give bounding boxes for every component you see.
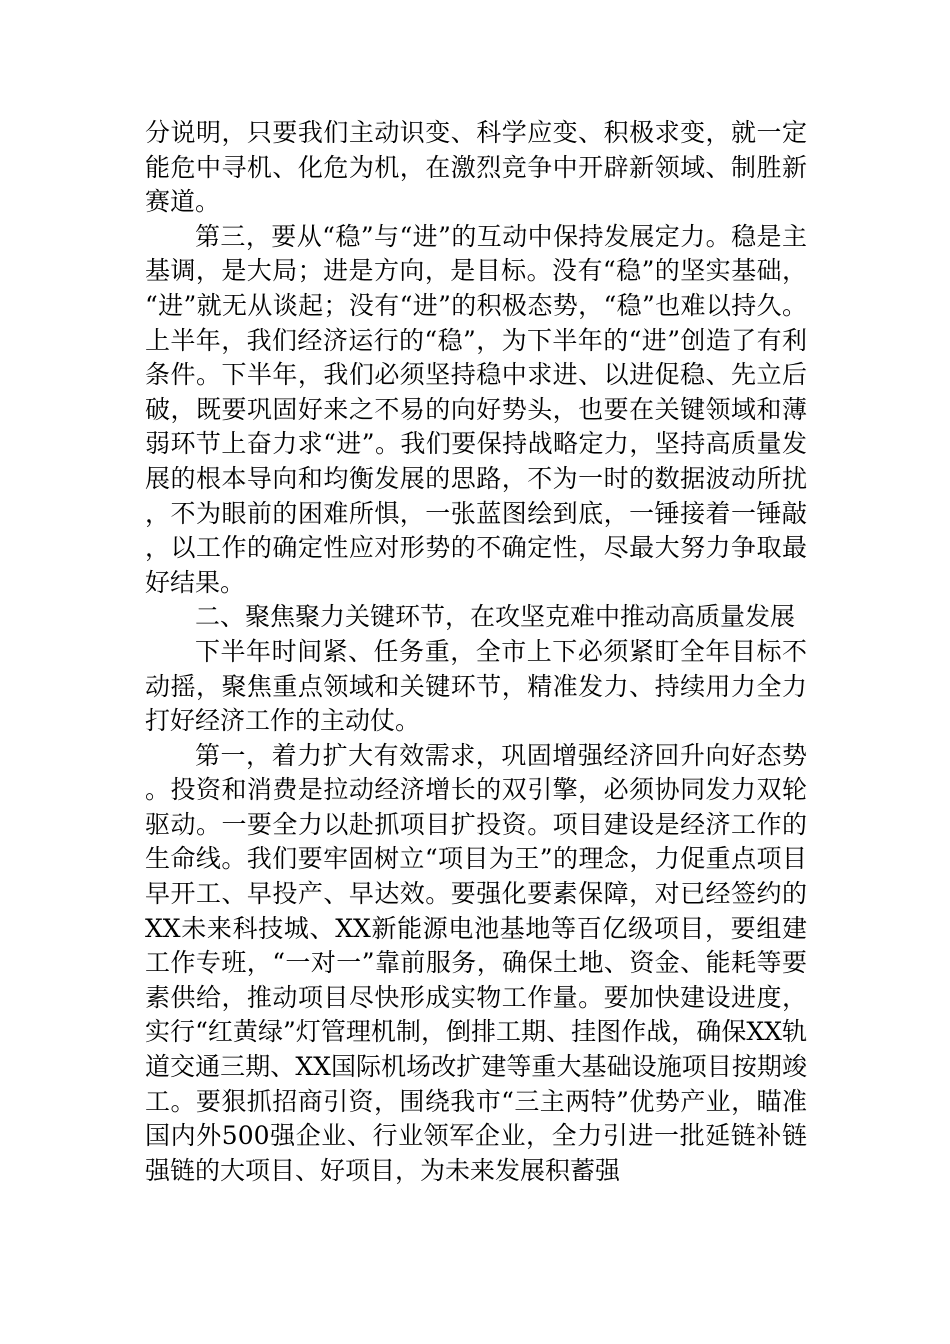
paragraph-intro: 下半年时间紧、任务重，全市上下必须紧盯全年目标不动摇，聚焦重点领域和关键环节，精准发力、持续用力全力打好经济工作的主动仗。 xyxy=(145,636,807,736)
paragraph-first-point: 第一，着力扩大有效需求，巩固增强经济回升向好态势。投资和消费是拉动经济增长的双引擎，必须协同发力双轮驱动。一要全力以赴抓项目扩投资。项目建设是经济工作的生命线。我们要牢固树立“项目为王”的理念，力促重点项目早开工、早投产、早达效。要强化要素保障，对已经签约的XX未来科技城、XX新能源电池基地等百亿级项目，要组建工作专班，“一对一”靠前服务，确保土地、资金、能耗等要素供给，推动项目尽快形成实物工作量。要加快建设进度，实行“红黄绿”灯管理机制，倒排工期、挂图作战，确保XX轨道交通三期、XX国际机场改扩建等重大基础设施项目按期竣工。要狠抓招商引资，围绕我市“三主两特”优势产业，瞄准国内外500强企业、行业领军企业，全力引进一批延链补链强链的大项目、好项目，为未来发展积蓄强 xyxy=(145,740,807,1185)
paragraph-continuation: 分说明，只要我们主动识变、科学应变、积极求变，就一定能危中寻机、化危为机，在激烈竞争中开辟新领域、制胜新赛道。 xyxy=(145,118,807,217)
section-heading: 二、聚焦聚力关键环节，在攻坚克难中推动高质量发展 xyxy=(195,602,796,632)
paragraph-third-point: 第三，要从“稳”与“进”的互动中保持发展定力。稳是主基调，是大局；进是方向，是目标。没有“稳”的坚实基础，“进”就无从谈起；没有“进”的积极态势，“稳”也难以持久。上半年，我们经济运行的“稳”，为下半年的“进”创造了有利条件。下半年，我们必须坚持稳中求进、以进促稳、先立后破，既要巩固好来之不易的向好势头，也要在关键领域和薄弱环节上奋力求“进”。我们要保持战略定力，坚持高质量发展的根本导向和均衡发展的思路，不为一时的数据波动所扰，不为眼前的困难所惧，一张蓝图绘到底，一锤接着一锤敲，以工作的确定性应对形势的不确定性，尽最大努力争取最好结果。 xyxy=(145,221,807,597)
document-body xyxy=(145,116,807,1188)
